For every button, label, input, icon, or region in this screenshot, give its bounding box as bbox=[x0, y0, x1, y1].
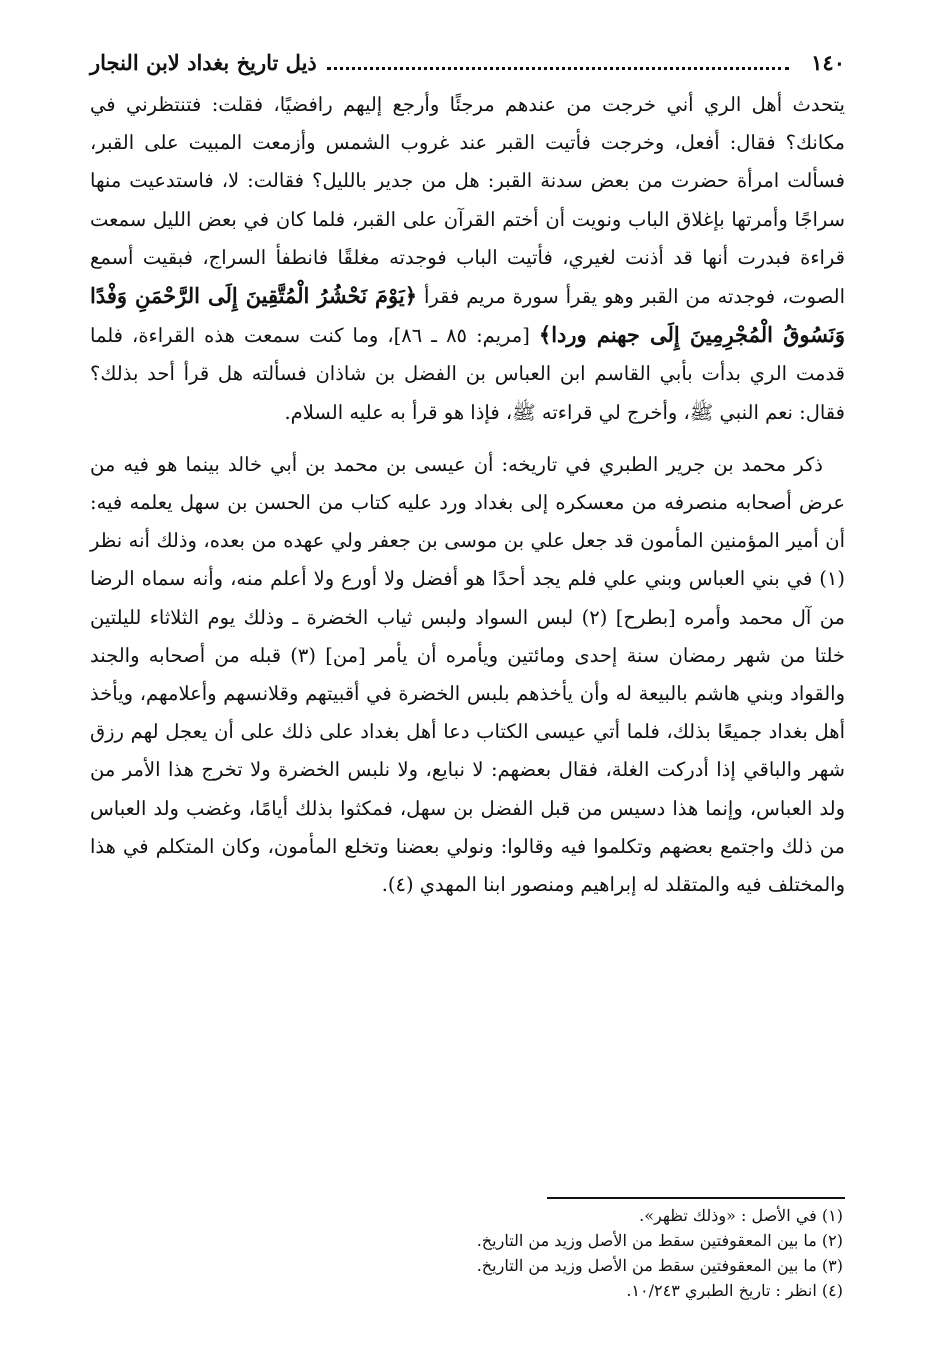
running-title: ذيل تاريخ بغداد لابن النجار bbox=[90, 50, 317, 75]
footnote-ref-2: (٢) bbox=[581, 605, 608, 629]
footnote-divider bbox=[547, 1197, 845, 1199]
paragraph-2-part-3: لبس السواد ولبس ثياب الخضرة ـ وذلك يوم الثلاثاء لليلتين خلتا من شهر رمضان سنة إحدى ومائتين ويأمره أن يأمر [من] bbox=[90, 605, 845, 667]
paragraph-2-part-4: قبله من أصحابه والجند والقواد وبني هاشم بالبيعة له وأن يأخذهم بلبس الخضرة في أقبيتهم وقلانسهم وأعلامهم، ويأخذ أهل بغداد جميعًا بذلك، فلما أتي عيسى الكتاب دعا أهل بغداد على ذلك على أن يعجل لهم رزق شهر والباقي إذا أدركت الغلة، فقال بعضهم: لا نبايع، ولا نلبس الخضرة ولا تخرج هذا الأمر من ولد العباس، وإنما هذا دسيس من قبل الفضل بن سهل، فمكثوا بذلك أيامًا، وغضب ولد العباس من ذلك واجتمع بعضهم وتكلموا فيه وقالوا: ونولي بعضنا وتخلع المأمون، وكان المتكلم في هذا والمختلف فيه والمتقلد له إبراهيم ومنصور ابنا المهدي bbox=[90, 643, 845, 897]
paragraph-1-text-a: يتحدث أهل الري أني خرجت من عندهم مرجئًا وأرجع إليهم رافضيًا، فقلت: فتنتظرني في مكانك؟ فقال: أفعل، وخرجت فأتيت القبر عند غروب الشمس وأزمعت المبيت على القبر، فسألت امرأة حضرت من بعض سدنة القبر: هل من جدير بالليل؟ فقالت: لا، فاستدعيت منها سراجًا وأمرتها بإغلاق الباب ونويت أن أختم القرآن على القبر، فلما كان في بعض الليل سمعت قراءة فبدرت أنها قد أذنت لغيري، فأتيت الباب فوجدته مغلقًا فانطفأ السراج، فبقيت أسمع الصوت، فوجدته من القبر وهو يقرأ سورة مريم فقرأ bbox=[90, 93, 845, 309]
paragraph-2-part-5: . bbox=[381, 873, 388, 897]
footnotes bbox=[90, 1197, 845, 1303]
page bbox=[90, 40, 845, 1340]
footnote-1: (١) في الأصل : «وذلك تظهر». bbox=[639, 1206, 843, 1225]
paragraph-1-text-b: [مريم: ٨٥ ـ ٨٦]، وما كنت سمعت هذه القراءة، فلما قدمت الري بدأت بأبي القاسم ابن العباس بن الفضل بن شاذان فسألته هل قرأ أحد بذلك؟ فقال: نعم النبي ﷺ، وأخرج لي قراءته ﷺ، فإذا هو قرأ به عليه السلام. bbox=[90, 324, 845, 424]
footnote-ref-3: (٣) bbox=[290, 643, 316, 667]
footnote-ref-4: (٤) bbox=[387, 873, 414, 897]
paragraph-2-part-2: في بني العباس وبني علي فلم يجد أحدًا هو أفضل ولا أورع ولا أعلم منه، وأنه سماه الرضا من آل محمد وأمره [بطرح] bbox=[90, 567, 845, 629]
dotted-leader bbox=[327, 66, 789, 70]
paragraph-1 bbox=[90, 86, 845, 432]
footnote-3: (٣) ما بين المعقوفتين سقط من الأصل وزيد من التاريخ. bbox=[476, 1256, 843, 1275]
footnote-2: (٢) ما بين المعقوفتين سقط من الأصل وزيد من التاريخ. bbox=[476, 1231, 843, 1250]
paragraph-2 bbox=[90, 446, 845, 904]
footnote-ref-1: (١) bbox=[819, 567, 845, 591]
paragraph-2-part-1: ذكر محمد بن جرير الطبري في تاريخه: أن عيسى بن محمد بن أبي خالد بينما هو فيه من عرض أصحابه منصرفه من معسكره إلى بغداد ورد عليه كتاب من الحسن بن سهل يعلمه فيه: أن أمير المؤمنين المأمون قد جعل علي بن موسى بن جعفر ولي عهده من بعده، وذلك أنه نظر bbox=[90, 452, 845, 553]
quran-verse: ﴿يَوْمَ نَحْشُرُ الْمُتَّقِينَ إِلَى الرَّحْمَنِ وَفْدًا وَنَسُوقُ الْمُجْرِمِينَ إِلَى جهنم وردا﴾ bbox=[90, 283, 845, 348]
footnote-4: (٤) انظر : تاريخ الطبري ١٠/٢٤٣. bbox=[626, 1281, 843, 1300]
page-header bbox=[90, 40, 845, 86]
page-number: ١٤٠ bbox=[811, 50, 845, 75]
